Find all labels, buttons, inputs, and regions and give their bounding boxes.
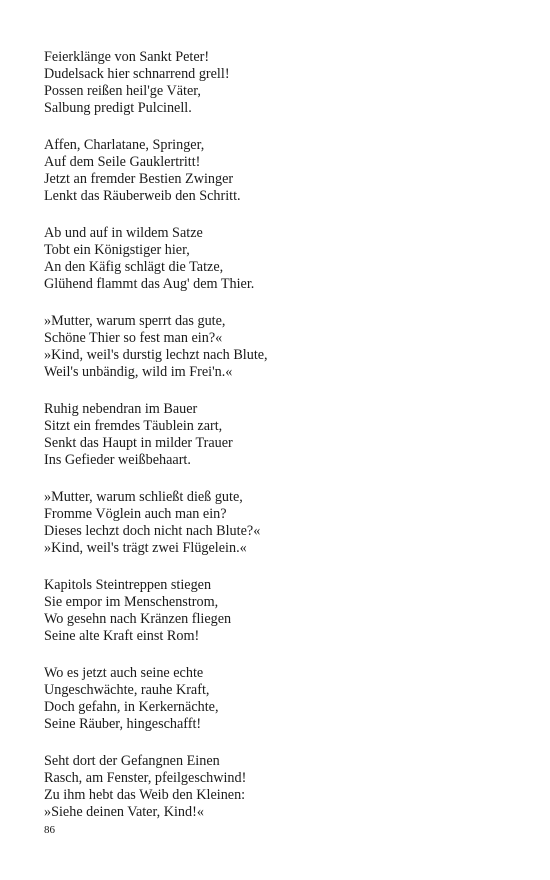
stanza-7 <box>44 577 514 645</box>
verse-line: Possen reißen heil'ge Väter, <box>44 83 201 99</box>
verse-line: Dudelsack hier schnarrend grell! <box>44 66 230 82</box>
verse-line: Weil's unbändig, wild im Frei'n.« <box>44 364 233 380</box>
verse-line: Glühend flammt das Aug' dem Thier. <box>44 276 255 292</box>
verse-line: An den Käfig schlägt die Tatze, <box>44 259 224 275</box>
verse-line: Doch gefahn, in Kerkernächte, <box>44 699 219 715</box>
verse-line: Dieses lechzt doch nicht nach Blute?« <box>44 523 261 539</box>
verse-line: Schöne Thier so fest man ein?« <box>44 330 223 346</box>
verse-line: Jetzt an fremder Bestien Zwinger <box>44 171 234 187</box>
verse-line: Sitzt ein fremdes Täublein zart, <box>44 418 223 434</box>
verse-line: Sie empor im Menschenstrom, <box>44 594 219 610</box>
verse-line: »Kind, weil's trägt zwei Flügelein.« <box>44 540 247 556</box>
verse-line: Fromme Vöglein auch man ein? <box>44 506 227 522</box>
stanza-2 <box>44 137 514 205</box>
verse-line: Wo gesehn nach Kränzen fliegen <box>44 611 232 627</box>
verse-line: Rasch, am Fenster, pfeilgeschwind! <box>44 770 247 786</box>
verse-line: Ab und auf in wildem Satze <box>44 225 203 241</box>
verse-line: »Mutter, warum sperrt das gute, <box>44 313 226 329</box>
verse-line: Seine Räuber, hingeschafft! <box>44 716 202 732</box>
verse-line: Seht dort der Gefangnen Einen <box>44 753 220 769</box>
verse-line: Seine alte Kraft einst Rom! <box>44 628 200 644</box>
stanza-1 <box>44 49 514 117</box>
verse-line: »Mutter, warum schließt dieß gute, <box>44 489 243 505</box>
stanza-6 <box>44 489 514 557</box>
verse-line: Ungeschwächte, rauhe Kraft, <box>44 682 210 698</box>
verse-line: Feierklänge von Sankt Peter! <box>44 49 210 65</box>
stanza-9 <box>44 753 514 821</box>
verse-line: Salbung predigt Pulcinell. <box>44 100 192 116</box>
verse-line: Affen, Charlatane, Springer, <box>44 137 205 153</box>
page-number: 86 <box>44 824 55 836</box>
verse-line: Auf dem Seile Gauklertritt! <box>44 154 201 170</box>
stanza-8 <box>44 665 514 733</box>
verse-line: Zu ihm hebt das Weib den Kleinen: <box>44 787 246 803</box>
verse-line: »Kind, weil's durstig lechzt nach Blute, <box>44 347 268 363</box>
poem-body <box>44 49 514 841</box>
verse-line: Kapitols Steintreppen stiegen <box>44 577 212 593</box>
stanza-5 <box>44 401 514 469</box>
verse-line: Wo es jetzt auch seine echte <box>44 665 204 681</box>
verse-line: »Siehe deinen Vater, Kind!« <box>44 804 204 820</box>
verse-line: Ruhig nebendran im Bauer <box>44 401 198 417</box>
verse-line: Lenkt das Räuberweib den Schritt. <box>44 188 241 204</box>
verse-line: Tobt ein Königstiger hier, <box>44 242 190 258</box>
stanza-4 <box>44 313 514 381</box>
verse-line: Senkt das Haupt in milder Trauer <box>44 435 233 451</box>
verse-line: Ins Gefieder weißbehaart. <box>44 452 191 468</box>
stanza-3 <box>44 225 514 293</box>
